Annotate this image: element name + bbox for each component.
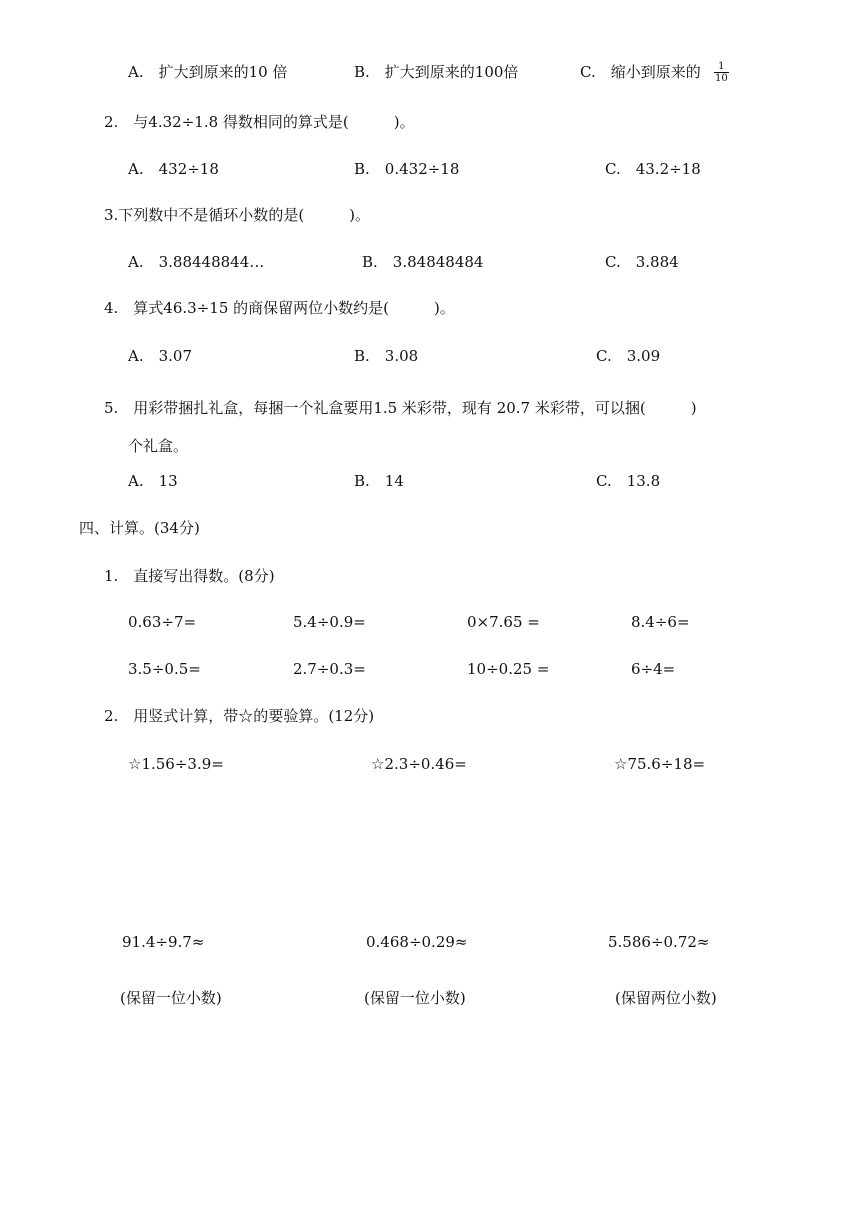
vertical-calc-item: ☆2.3÷0.46= <box>371 755 467 773</box>
mental-calc-item: 3.5÷0.5= <box>128 660 201 678</box>
fraction-denominator: 10 <box>715 73 728 84</box>
part2-title: 2. 用竖式计算，带☆的要验算。(12分) <box>104 707 375 725</box>
rounding-note: (保留一位小数) <box>120 989 222 1007</box>
mental-calc-item: 5.4÷0.9= <box>293 613 366 631</box>
mental-calc-item: 8.4÷6= <box>631 613 690 631</box>
q4-stem: 4. 算式46.3÷15 的商保留两位小数约是( )。 <box>104 299 455 317</box>
q5-stem-line2: 个礼盒。 <box>128 437 189 455</box>
q2-stem: 2. 与4.32÷1.8 得数相同的算式是( )。 <box>104 113 415 131</box>
q5-option-b: B. 14 <box>354 472 404 490</box>
q3-stem: 3.下列数中不是循环小数的是( )。 <box>104 206 371 224</box>
mental-calc-item: 0.63÷7= <box>128 613 197 631</box>
mental-calc-item: 2.7÷0.3= <box>293 660 366 678</box>
mental-calc-item: 0×7.65 = <box>467 613 540 631</box>
q4-option-b: B. 3.08 <box>354 347 419 365</box>
q1-option-c-fraction <box>714 61 729 84</box>
vertical-calc-item: 91.4÷9.7≈ <box>122 933 205 951</box>
q5-option-c: C. 13.8 <box>596 472 661 490</box>
q2-option-b: B. 0.432÷18 <box>354 160 460 178</box>
q1-option-c: C. 缩小到原来的 <box>580 63 701 81</box>
q4-option-a: A. 3.07 <box>128 347 192 365</box>
part1-title: 1. 直接写出得数。(8分) <box>104 567 275 585</box>
q5-option-a: A. 13 <box>128 472 178 490</box>
q4-option-c: C. 3.09 <box>596 347 661 365</box>
q3-option-b: B. 3.84848484 <box>362 253 484 271</box>
vertical-calc-item: 5.586÷0.72≈ <box>608 933 710 951</box>
q1-option-a: A. 扩大到原来的10 倍 <box>128 63 288 81</box>
vertical-calc-item: 0.468÷0.29≈ <box>366 933 468 951</box>
q1-option-b: B. 扩大到原来的100倍 <box>354 63 519 81</box>
mental-calc-item: 6÷4= <box>631 660 676 678</box>
section-title: 四、计算。(34分) <box>79 519 200 537</box>
rounding-note: (保留两位小数) <box>615 989 717 1007</box>
q5-stem-line1: 5. 用彩带捆扎礼盒，每捆一个礼盒要用1.5 米彩带，现有 20.7 米彩带，可以捆( ) <box>104 399 697 417</box>
q3-option-c: C. 3.884 <box>605 253 679 271</box>
q3-option-a: A. 3.88448844… <box>128 253 265 271</box>
mental-calc-item: 10÷0.25 = <box>467 660 550 678</box>
fraction-numerator: 1 <box>718 61 725 72</box>
vertical-calc-item: ☆75.6÷18= <box>614 755 706 773</box>
q2-option-a: A. 432÷18 <box>128 160 219 178</box>
q2-option-c: C. 43.2÷18 <box>605 160 701 178</box>
rounding-note: (保留一位小数) <box>364 989 466 1007</box>
vertical-calc-item: ☆1.56÷3.9= <box>128 755 224 773</box>
